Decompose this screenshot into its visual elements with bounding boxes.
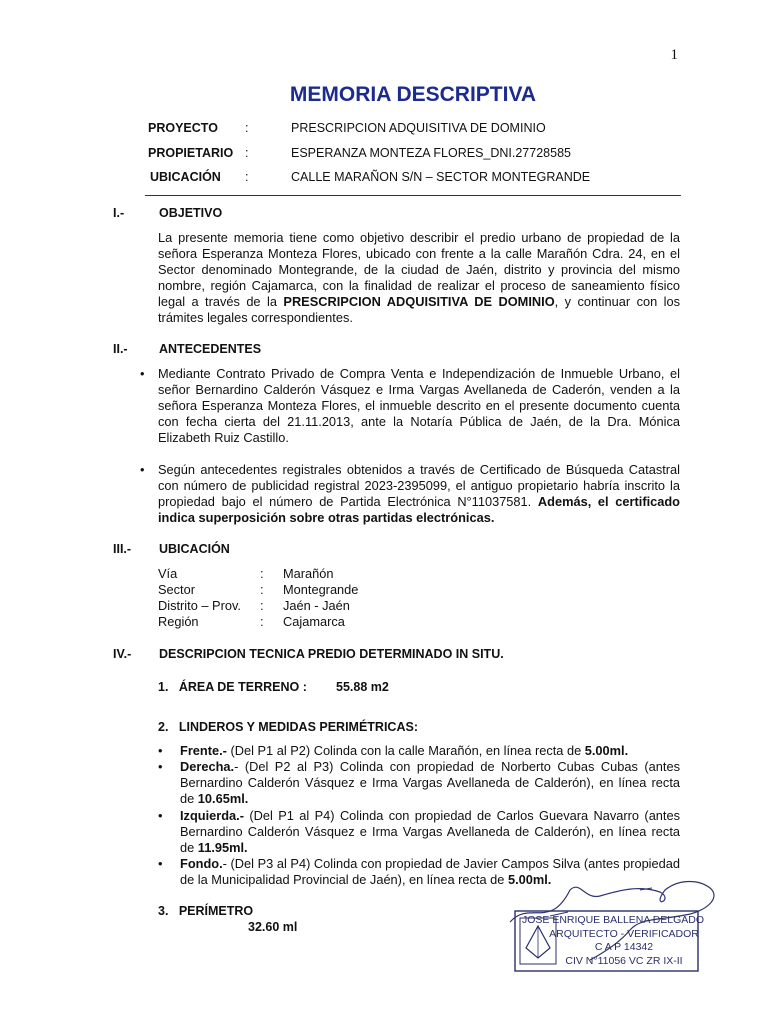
header-label: UBICACIÓN: [150, 170, 221, 184]
lindero-measure: 11.95ml.: [197, 840, 248, 856]
linderos-title: 2. LINDEROS Y MEDIDAS PERIMÉTRICAS:: [158, 720, 418, 734]
section-number: I.-: [113, 206, 125, 220]
lindero-measure: 10.65ml.: [197, 791, 249, 807]
lindero-measure: 5.00ml.: [507, 872, 552, 888]
header-value: PRESCRIPCION ADQUISITIVA DE DOMINIO: [291, 121, 546, 135]
header-value: ESPERANZA MONTEZA FLORES_DNI.27728585: [291, 146, 571, 160]
area-value: 55.88 m2: [336, 680, 389, 694]
lindero-text: - (Del P2 al P3) Colinda con propiedad de Norberto Cubas Cubas (antes Bernardino Calderón Vásquez e Irma Vargas Avellaneda de Calderón), en línea recta de: [180, 759, 680, 807]
lindero-text: (Del P1 al P4) Colinda con propiedad de Carlos Guevara Navarro (antes Bernardino Calderón Vásquez e Irma Vargas Avellaneda de Calderón), en línea recta de: [180, 808, 680, 856]
header-label: PROYECTO: [148, 121, 218, 135]
antecedente-text-bold: Además, el certificado indica superposición sobre otras partidas electrónicas.: [158, 494, 680, 526]
antecedente-text: [158, 462, 680, 526]
lindero-text: - (Del P3 al P4) Colinda con propiedad de Javier Campos Silva (antes propiedad de la Municipalidad Provincial de Jaén), en línea recta de: [180, 856, 680, 888]
location-colon: :: [260, 614, 264, 629]
header-divider: [145, 195, 681, 196]
header-value: CALLE MARAÑON S/N – SECTOR MONTEGRANDE: [291, 170, 591, 184]
lindero-name: Fondo.: [180, 856, 223, 871]
stamp-civ: CIV N°11056 VC ZR IX-II: [565, 955, 683, 967]
header-colon: :: [245, 170, 249, 184]
lindero-name: Izquierda.-: [180, 808, 244, 823]
section-title-objetivo: OBJETIVO: [159, 206, 223, 220]
location-key: Vía: [158, 566, 178, 581]
page-number: 1: [670, 47, 678, 63]
location-colon: :: [260, 598, 264, 613]
stamp-title: ARQUITECTO - VERIFICADOR: [549, 928, 699, 940]
section-number: III.-: [113, 542, 132, 556]
location-value: Cajamarca: [283, 614, 345, 629]
objetivo-bold-text: PRESCRIPCION ADQUISITIVA DE DOMINIO: [283, 294, 555, 310]
section-number: II.-: [113, 342, 128, 356]
document-title: MEMORIA DESCRIPTIVA: [289, 83, 537, 106]
section-title-descripcion: DESCRIPCION TECNICA PREDIO DETERMINADO IN SITU.: [159, 647, 504, 661]
location-colon: :: [260, 566, 264, 581]
lindero-text: (Del P1 al P2) Colinda con la calle Marañón, en línea recta de: [226, 743, 585, 758]
verification-stamp: [514, 910, 705, 972]
location-key: Región: [158, 614, 199, 629]
perimetro-title: 3. PERÍMETRO: [158, 904, 254, 918]
location-value: Jaén - Jaén: [283, 598, 350, 613]
objetivo-text-end: , y continuar con los trámites legales correspondientes.: [158, 294, 681, 326]
stamp-name: JOSE ENRIQUE BALLENA DELGADO: [522, 914, 705, 926]
antecedente-text: Mediante Contrato Privado de Compra Venta e Independización de Inmueble Urbano, el señor Bernardino Calderón Vásquez e Irma Vargas Avellaneda de Caderón, venden a la señora Esperanza Monteza Flores, el inmueble descrito en el presente documento cuenta con fecha cierta del 21.11.2013, ante la Notaría Pública de Jaén, de la Dra. Mónica Elizabeth Ruiz Castillo.: [158, 366, 680, 446]
bullet-icon: •: [158, 808, 163, 823]
stamp-cap: C A P 14342: [594, 941, 654, 953]
bullet-icon: •: [158, 856, 163, 871]
location-value: Montegrande: [283, 582, 359, 597]
location-key: Sector: [158, 582, 195, 597]
bullet-icon: •: [158, 743, 163, 758]
section-title-antecedentes: ANTECEDENTES: [159, 342, 262, 356]
header-colon: :: [245, 121, 249, 135]
location-colon: :: [260, 582, 264, 597]
bullet-icon: •: [158, 759, 163, 774]
location-value: Marañón: [283, 566, 334, 581]
perimetro-value: 32.60 ml: [248, 920, 298, 934]
header-label: PROPIETARIO: [148, 146, 234, 160]
lindero-name: Frente.-: [180, 743, 227, 758]
location-key: Distrito – Prov.: [158, 598, 241, 613]
lindero-name: Derecha.: [180, 759, 235, 774]
lindero-measure: 5.00ml.: [584, 743, 629, 758]
bullet-icon: •: [140, 366, 145, 381]
antecedente-text-normal: Según antecedentes registrales obtenidos a través de Certificado de Búsqueda Catastral con número de publicidad registral 2023-2395099, el antiguo propietario habría inscrito la propiedad bajo el número de Partida Electrónica N°11037581.: [158, 462, 680, 510]
objetivo-text: La presente memoria tiene como objetivo describir el predio urbano de propiedad de la señora Esperanza Monteza Flores, ubicado con frente a la calle Marañón Cdra. 24, en el Sector denominado Montegrande, de la ciudad de Jaén, distrito y provincia del mismo nombre, región Cajamarca, con la finalidad de realizar el proceso de saneamiento físico legal a través de la: [158, 230, 680, 310]
header-colon: :: [245, 146, 249, 160]
area-label: 1. ÁREA DE TERRENO :: [158, 680, 307, 694]
objetivo-paragraph: [158, 230, 680, 327]
section-number: IV.-: [113, 647, 132, 661]
bullet-icon: •: [140, 462, 145, 477]
section-title-ubicacion: UBICACIÓN: [159, 542, 230, 556]
